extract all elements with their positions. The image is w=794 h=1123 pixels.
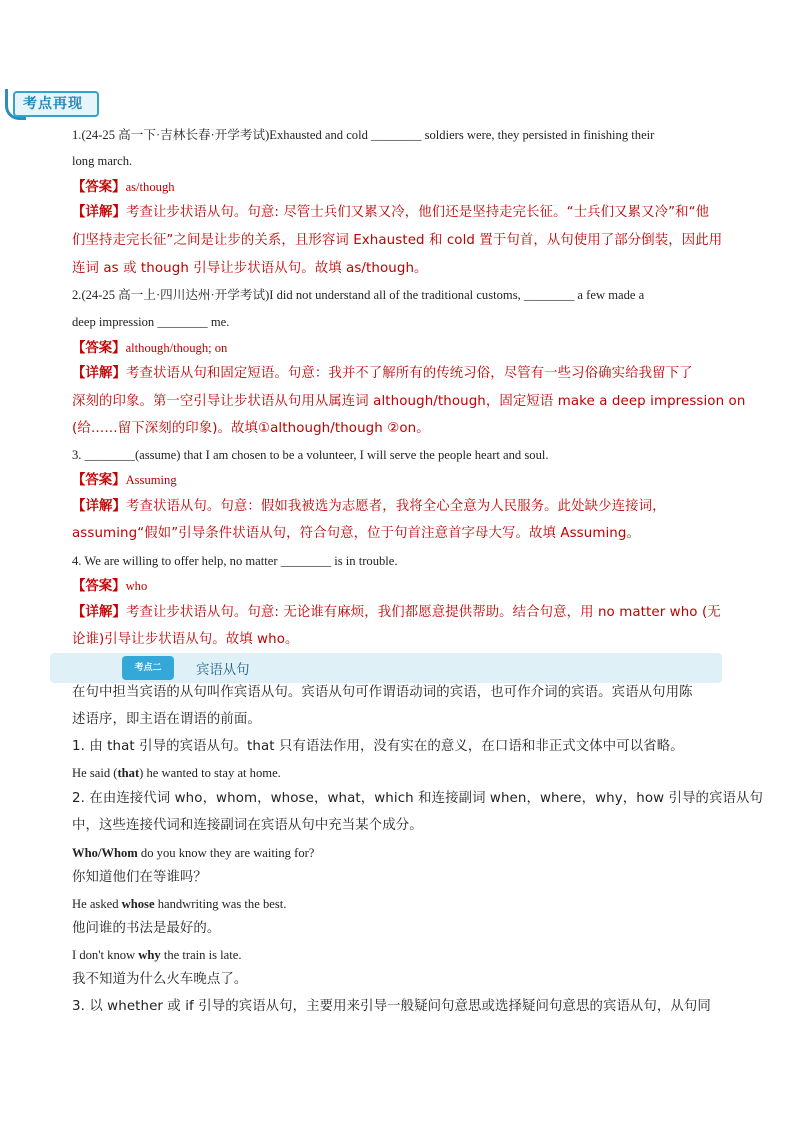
example-text: the train is late. <box>160 948 242 962</box>
section-tag: 考点二 <box>122 656 174 680</box>
intro-paragraph-line1: 在句中担当宾语的从句叫作宾语从句。宾语从句可作谓语动词的宾语，也可作介词的宾语。宾语从句用陈 <box>72 685 693 700</box>
explanation-tag: 【详解】 <box>72 499 126 514</box>
badge-title: 考点再现 <box>23 96 83 112</box>
explanation-tag: 【详解】 <box>72 205 126 220</box>
q2-explanation-line2: 深刻的印象。第一空引导让步状语从句用从属连词 although/though，固定短语 make a deep impression on <box>72 394 746 409</box>
header-badge <box>5 89 99 115</box>
example-text: He asked <box>72 897 122 911</box>
q4-answer <box>72 578 147 595</box>
q1-question-line1: 1.(24-25 高一下·吉林长春·开学考试)Exhausted and cold ________ soldiers were, they persisted in finishing their <box>72 128 655 142</box>
explanation-text: 考查让步状语从句。句意: 无论谁有麻烦，我们都愿意提供帮助。结合句意，用 no matter who (无 <box>125 605 721 620</box>
q3-question-line1: 3. ________(assume) that I am chosen to be a volunteer, I will serve the people heart and soul. <box>72 448 549 462</box>
q2-question-line1: 2.(24-25 高一上·四川达州·开学考试)I did not understand all of the traditional customs, ________ a few made a <box>72 288 645 302</box>
explanation-text: 考查状语从句和固定短语。句意：我并不了解所有的传统习俗，尽管有一些习俗确实给我留下了 <box>125 366 693 381</box>
q1-answer <box>72 179 175 196</box>
rule-3-line1: 3. 以 whether 或 if 引导的宾语从句，主要用来引导一般疑问句意思或选择疑问句意思的宾语从句，从句同 <box>72 999 711 1014</box>
section-header-bar <box>50 653 722 683</box>
answer-tag: 【答案】 <box>72 180 126 195</box>
q4-explanation-line1 <box>72 605 721 621</box>
explanation-text: 考查状语从句。句意：假如我被选为志愿者，我将全心全意为人民服务。此处缺少连接词， <box>125 499 666 514</box>
explanation-tag: 【详解】 <box>72 605 126 620</box>
example-3 <box>72 896 286 912</box>
answer-tag: 【答案】 <box>72 579 126 594</box>
q2-explanation-line1 <box>72 366 693 382</box>
explanation-text: 考查让步状语从句。句意: 尽管士兵们又累又冷，他们还是坚持走完长征。“士兵们又累又冷”和“他 <box>125 205 710 220</box>
explanation-tag: 【详解】 <box>72 366 126 381</box>
answer-text: Assuming <box>125 473 177 487</box>
example-keyword: whose <box>121 897 155 911</box>
example-3-translation: 他问谁的书法是最好的。 <box>72 921 221 936</box>
q3-answer <box>72 472 177 489</box>
example-text: do you know they are waiting for? <box>137 846 315 860</box>
example-text: I don't know <box>72 948 139 962</box>
example-1 <box>72 765 281 781</box>
section-title: 宾语从句 <box>196 663 250 678</box>
q4-question-line1: 4. We are willing to offer help, no matter ________ is in trouble. <box>72 554 398 568</box>
example-text: ) he wanted to stay at home. <box>139 766 281 780</box>
answer-tag: 【答案】 <box>72 341 126 356</box>
q1-explanation-line3: 连词 as 或 though 引导让步状语从句。故填 as/though。 <box>72 261 428 276</box>
intro-paragraph-line2: 述语序，即主语在谓语的前面。 <box>72 712 261 727</box>
q2-question-line2: deep impression ________ me. <box>72 315 230 329</box>
example-keyword: that <box>117 766 140 780</box>
q1-question-line2: long march. <box>72 154 133 168</box>
example-2 <box>72 845 314 861</box>
example-keyword: why <box>138 948 161 962</box>
rule-2-line1: 2. 在由连接代词 who，whom，whose，what，which 和连接副词 when，where，why，how 引导的宾语从句 <box>72 791 763 806</box>
rule-2-line2: 中，这些连接代词和连接副词在宾语从句中充当某个成分。 <box>72 818 423 833</box>
answer-text: who <box>125 579 148 593</box>
example-text: He said ( <box>72 766 118 780</box>
q1-explanation-line1 <box>72 205 709 221</box>
example-4-translation: 我不知道为什么火车晚点了。 <box>72 972 248 987</box>
answer-text: as/though <box>125 180 175 194</box>
example-keyword: Who/Whom <box>72 846 138 860</box>
q3-explanation-line1 <box>72 499 666 515</box>
rule-1: 1. 由 that 引导的宾语从句。that 只有语法作用，没有实在的意义，在口语和非正式文体中可以省略。 <box>72 739 684 754</box>
q1-explanation-line2: 们坚持走完长征”之间是让步的关系，且形容词 Exhausted 和 cold 置于句首，从句使用了部分倒装，因此用 <box>72 233 723 248</box>
example-4 <box>72 947 242 963</box>
example-text: handwriting was the best. <box>154 897 287 911</box>
q3-explanation-line2: assuming“假如”引导条件状语从句，符合句意，位于句首注意首字母大写。故填 Assuming。 <box>72 526 640 541</box>
example-2-translation: 你知道他们在等谁吗？ <box>72 870 207 885</box>
q2-answer <box>72 340 227 357</box>
q4-explanation-line2: 论谁)引导让步状语从句。故填 who。 <box>72 632 299 647</box>
q2-explanation-line3: (给……留下深刻的印象)。故填①although/though ②on。 <box>72 421 430 436</box>
answer-text: although/though; on <box>125 341 228 355</box>
answer-tag: 【答案】 <box>72 473 126 488</box>
